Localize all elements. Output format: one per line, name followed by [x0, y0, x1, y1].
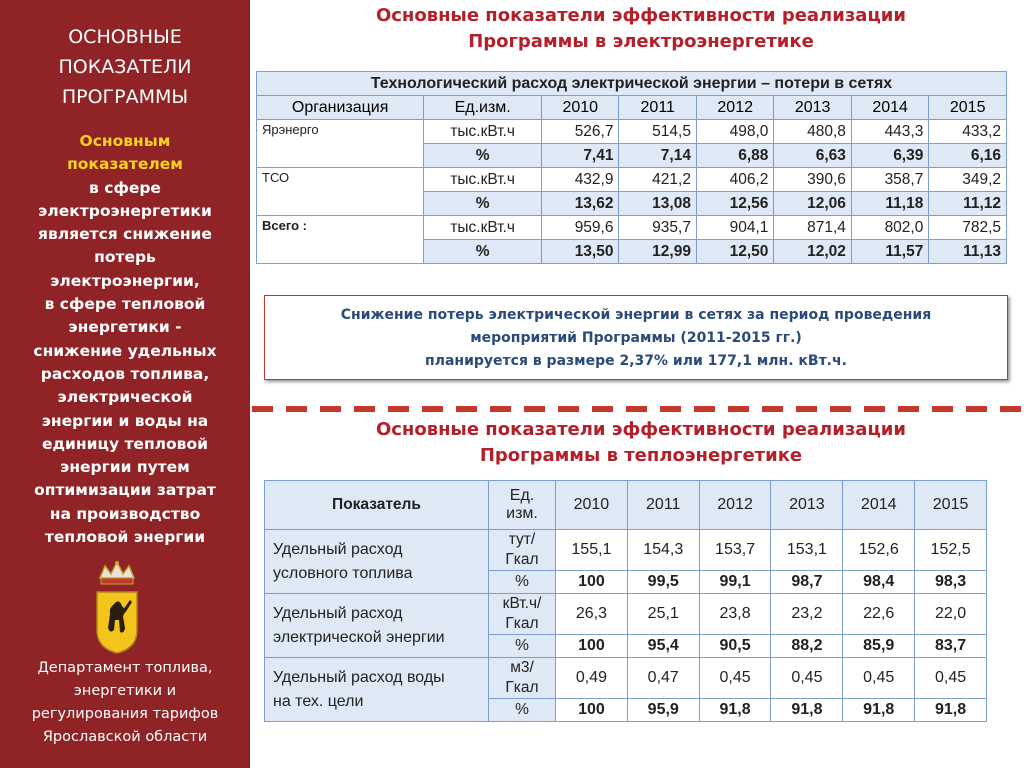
value-cell: 98,7 [771, 571, 843, 594]
value-cell: 0,45 [843, 658, 915, 699]
value-cell: 91,8 [699, 699, 771, 722]
value-cell: 480,8 [774, 120, 851, 144]
header-year: 2010 [542, 96, 619, 120]
value-cell: 155,1 [556, 530, 628, 571]
value-cell: 99,5 [627, 571, 699, 594]
value-cell: 11,12 [929, 192, 1007, 216]
value-cell: 514,5 [619, 120, 696, 144]
org-cell: Ярэнерго [257, 120, 424, 168]
unit-cell: тут/ Гкал [489, 530, 556, 571]
sidebar [0, 0, 250, 768]
indicator-name: Удельный расход воды на тех. цели [265, 658, 489, 722]
value-cell: 6,39 [851, 144, 928, 168]
org-cell: Всего : [257, 216, 424, 264]
table-row [265, 530, 987, 571]
header-year: 2013 [771, 481, 843, 530]
unit-cell: кВт.ч/ Гкал [489, 594, 556, 635]
value-cell: 0,45 [915, 658, 987, 699]
header-year: 2011 [627, 481, 699, 530]
value-cell: 25,1 [627, 594, 699, 635]
table-row [257, 120, 1007, 144]
value-cell: 526,7 [542, 120, 619, 144]
org-cell: ТСО [257, 168, 424, 216]
value-cell: 13,62 [542, 192, 619, 216]
value-cell: 99,1 [699, 571, 771, 594]
value-cell: 782,5 [929, 216, 1007, 240]
value-cell: 0,47 [627, 658, 699, 699]
indicator-name: Удельный расход условного топлива [265, 530, 489, 594]
dashed-divider [252, 406, 1024, 412]
header-unit: Ед.изм. [424, 96, 542, 120]
value-cell: 7,14 [619, 144, 696, 168]
value-cell: 83,7 [915, 635, 987, 658]
header-year: 2013 [774, 96, 851, 120]
value-cell: 12,02 [774, 240, 851, 264]
header-unit: Ед. изм. [489, 481, 556, 530]
value-cell: 85,9 [843, 635, 915, 658]
unit-cell: тыс.кВт.ч [424, 168, 542, 192]
header-year: 2011 [619, 96, 696, 120]
value-cell: 802,0 [851, 216, 928, 240]
value-cell: 88,2 [771, 635, 843, 658]
value-cell: 98,4 [843, 571, 915, 594]
value-cell: 91,8 [843, 699, 915, 722]
header-year: 2012 [699, 481, 771, 530]
value-cell: 95,4 [627, 635, 699, 658]
value-cell: 11,13 [929, 240, 1007, 264]
value-cell: 154,3 [627, 530, 699, 571]
value-cell: 390,6 [774, 168, 851, 192]
value-cell: 152,5 [915, 530, 987, 571]
value-cell: 23,2 [771, 594, 843, 635]
value-cell: 153,1 [771, 530, 843, 571]
heat-heading: Основные показатели эффективности реализации Программы в теплоэнергетике [375, 419, 907, 466]
value-cell: 432,9 [542, 168, 619, 192]
table-header-row [265, 481, 987, 530]
value-cell: 11,18 [851, 192, 928, 216]
value-cell: 22,6 [843, 594, 915, 635]
sidebar-title: ОСНОВНЫЕ ПОКАЗАТЕЛИ ПРОГРАММЫ [58, 26, 192, 108]
value-cell: 23,8 [699, 594, 771, 635]
value-cell: 6,16 [929, 144, 1007, 168]
value-cell: 6,63 [774, 144, 851, 168]
header-year: 2015 [915, 481, 987, 530]
unit-cell: % [424, 240, 542, 264]
value-cell: 406,2 [696, 168, 773, 192]
value-cell: 0,45 [771, 658, 843, 699]
header-year: 2010 [556, 481, 628, 530]
coat-of-arms-icon [92, 560, 142, 655]
unit-cell: м3/ Гкал [489, 658, 556, 699]
header-year: 2014 [843, 481, 915, 530]
indicator-name: Удельный расход электрической энергии [265, 594, 489, 658]
unit-cell: % [489, 571, 556, 594]
value-cell: 100 [556, 571, 628, 594]
department-name: Департамент топлива, энергетики и регулирования тарифов Ярославской области [31, 660, 219, 745]
value-cell: 904,1 [696, 216, 773, 240]
value-cell: 91,8 [771, 699, 843, 722]
value-cell: 100 [556, 699, 628, 722]
header-year: 2012 [696, 96, 773, 120]
heat-indicators-table [264, 480, 987, 722]
header-organization: Организация [257, 96, 424, 120]
unit-cell: тыс.кВт.ч [424, 120, 542, 144]
value-cell: 7,41 [542, 144, 619, 168]
table-row [265, 594, 987, 635]
value-cell: 498,0 [696, 120, 773, 144]
unit-cell: % [424, 192, 542, 216]
value-cell: 349,2 [929, 168, 1007, 192]
table-row [257, 216, 1007, 240]
header-year: 2014 [851, 96, 928, 120]
unit-cell: % [489, 699, 556, 722]
table-row [257, 168, 1007, 192]
value-cell: 95,9 [627, 699, 699, 722]
value-cell: 443,3 [851, 120, 928, 144]
value-cell: 26,3 [556, 594, 628, 635]
value-cell: 871,4 [774, 216, 851, 240]
value-cell: 152,6 [843, 530, 915, 571]
value-cell: 433,2 [929, 120, 1007, 144]
electricity-heading: Основные показатели эффективности реализации Программы в электроэнергетике [375, 5, 907, 52]
value-cell: 12,06 [774, 192, 851, 216]
table-row [265, 658, 987, 699]
value-cell: 11,57 [851, 240, 928, 264]
value-cell: 421,2 [619, 168, 696, 192]
value-cell: 22,0 [915, 594, 987, 635]
value-cell: 153,7 [699, 530, 771, 571]
value-cell: 0,45 [699, 658, 771, 699]
table-caption: Технологический расход электрической энергии – потери в сетях [257, 72, 1007, 96]
table-header-row [257, 96, 1007, 120]
value-cell: 13,08 [619, 192, 696, 216]
unit-cell: тыс.кВт.ч [424, 216, 542, 240]
value-cell: 100 [556, 635, 628, 658]
electricity-losses-table [256, 71, 1007, 264]
loss-reduction-note: Снижение потерь электрической энергии в сетях за период проведения мероприятий Программы (2011-2015 гг.) планируется в размере 2,37% или 177,1 млн. кВт.ч. [264, 295, 1008, 380]
header-indicator: Показатель [265, 481, 489, 530]
value-cell: 91,8 [915, 699, 987, 722]
value-cell: 0,49 [556, 658, 628, 699]
sidebar-description: Основным показателем в сфере электроэнергетики является снижение потерь электроэнергии, в сфере тепловой энергетики - снижение удельных расходов топлива, электрической энергии и воды на единицу тепловой энергии путем оптимизации затрат на производство тепловой энергии [33, 132, 217, 547]
value-cell: 98,3 [915, 571, 987, 594]
header-year: 2015 [929, 96, 1007, 120]
value-cell: 358,7 [851, 168, 928, 192]
value-cell: 13,50 [542, 240, 619, 264]
value-cell: 12,56 [696, 192, 773, 216]
value-cell: 6,88 [696, 144, 773, 168]
value-cell: 90,5 [699, 635, 771, 658]
value-cell: 12,99 [619, 240, 696, 264]
value-cell: 959,6 [542, 216, 619, 240]
unit-cell: % [489, 635, 556, 658]
unit-cell: % [424, 144, 542, 168]
value-cell: 935,7 [619, 216, 696, 240]
value-cell: 12,50 [696, 240, 773, 264]
